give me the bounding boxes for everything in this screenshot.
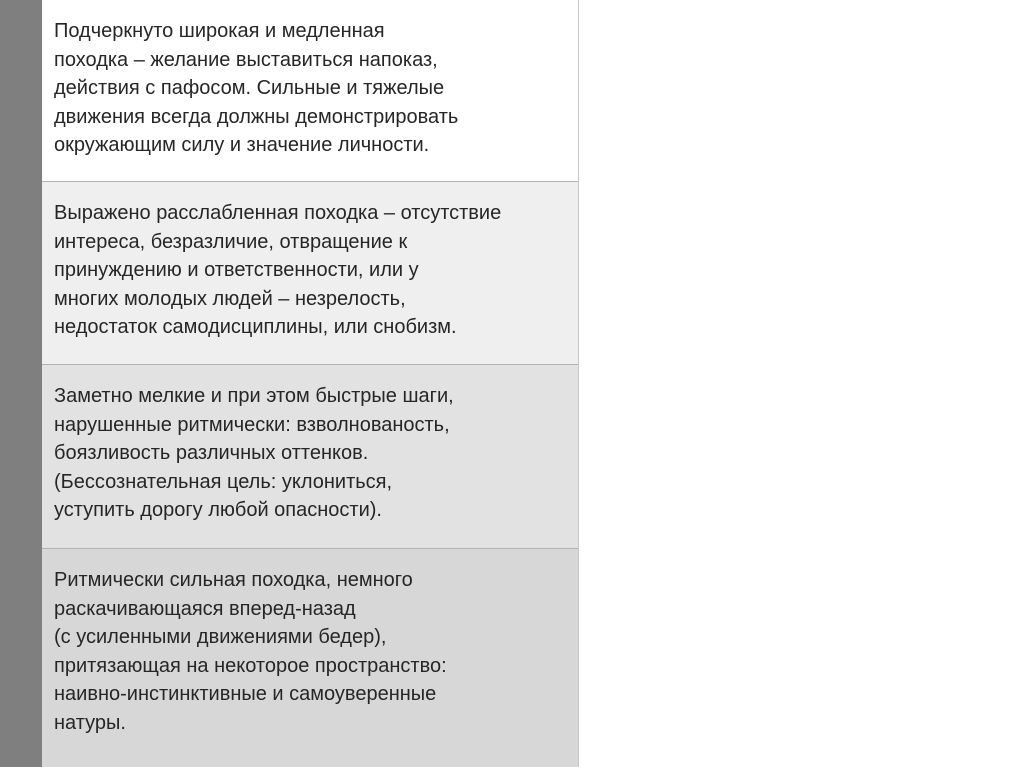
table-row bbox=[42, 365, 578, 549]
row-text: Подчеркнуто широкая и медленная походка – желание выставиться напоказ, действия с пафосом. Сильные и тяжелые движения всегда должны демонстрировать окружающим силу и значение личности. bbox=[54, 20, 459, 156]
row-text: Заметно мелкие и при этом быстрые шаги, нарушенные ритмически: взволнованость, боязливость различных оттенков. (Бессознательная цель: уклониться, уступить дорогу любой опасности). bbox=[54, 385, 454, 521]
gait-description-table bbox=[42, 0, 579, 767]
table-row bbox=[42, 549, 578, 767]
row-text: Выражено расслабленная походка – отсутствие интереса, безразличие, отвращение к принуждению и ответственности, или у многих молодых людей – незрелость, недостаток самодисциплины, или снобизм. bbox=[54, 202, 502, 338]
row-text: Ритмически сильная походка, немного раскачивающаяся вперед-назад (с усиленными движениями бедер), притязающая на некоторое пространство: наивно-инстинктивные и самоуверенные натуры. bbox=[54, 569, 447, 734]
left-accent-bar bbox=[0, 0, 42, 767]
table-row bbox=[42, 0, 578, 182]
table-row bbox=[42, 182, 578, 365]
